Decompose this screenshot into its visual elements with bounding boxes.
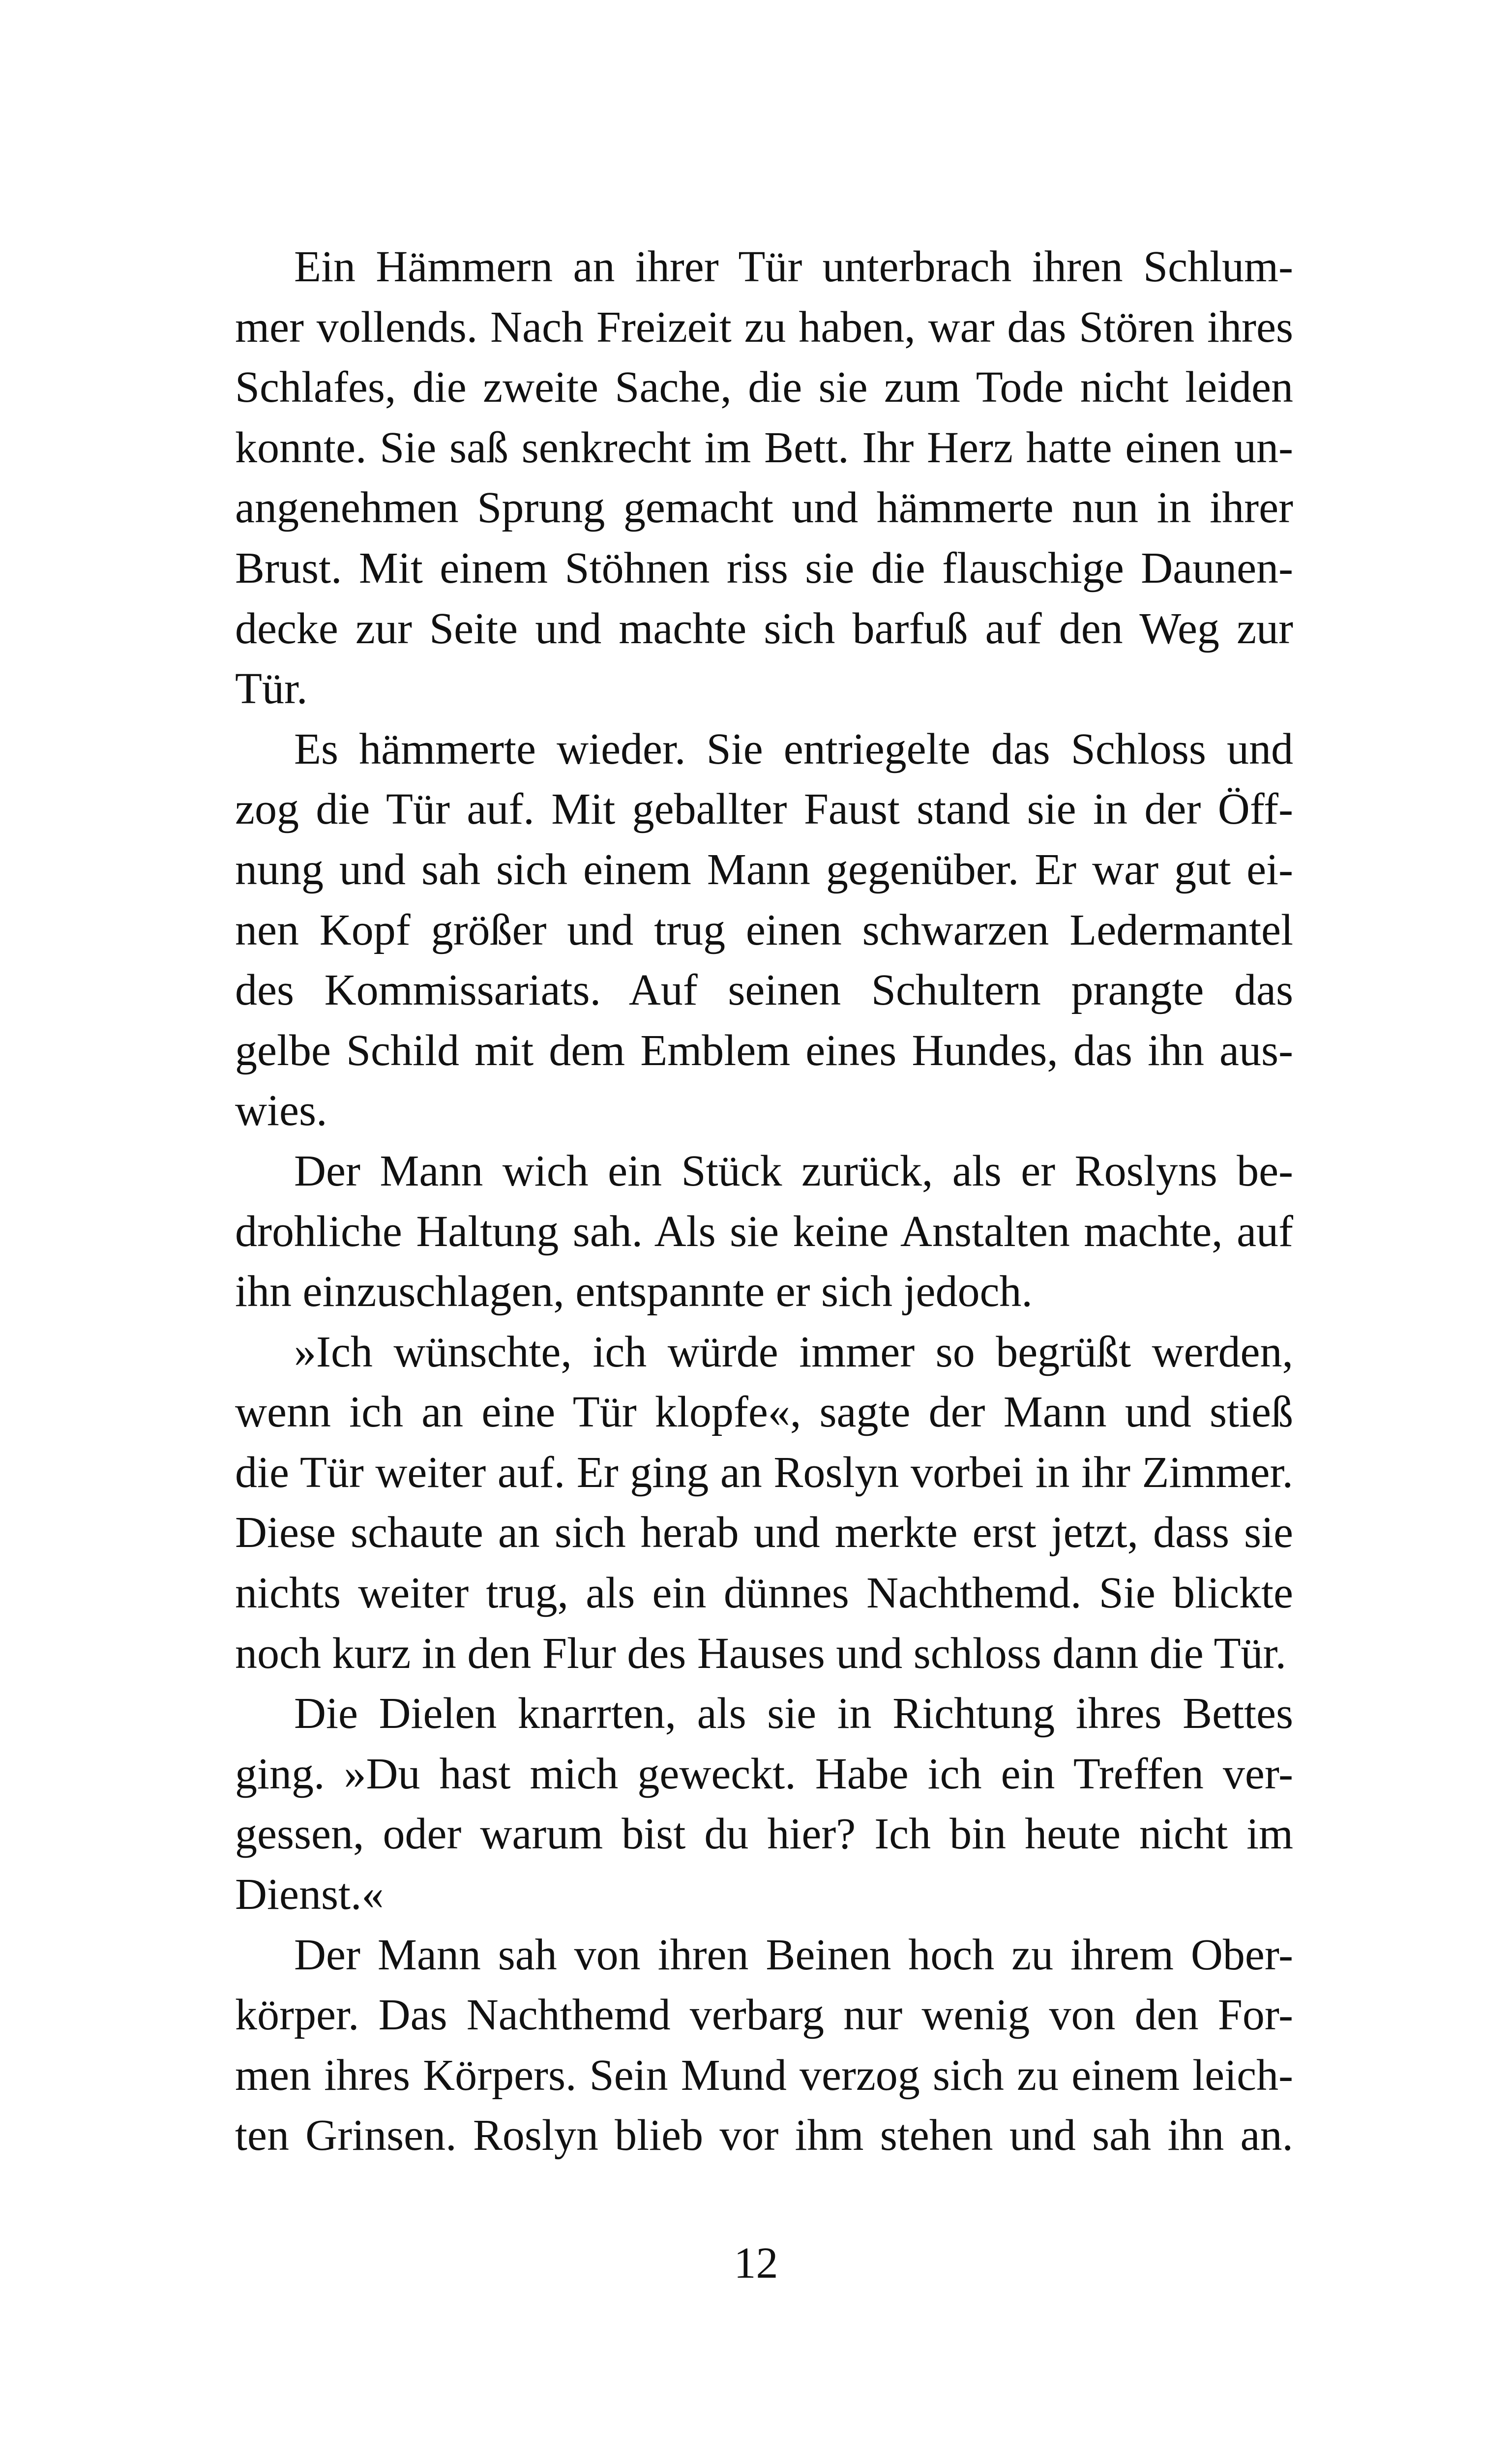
text-line: gelbe Schild mit dem Emblem eines Hundes, das ihn aus- bbox=[235, 1026, 1293, 1075]
text-line: nichts weiter trug, als ein dünnes Nachthemd. Sie blickte bbox=[235, 1569, 1293, 1618]
text-line: Diese schaute an sich herab und merkte erst jetzt, dass sie bbox=[235, 1508, 1293, 1557]
text-line: drohliche Haltung sah. Als sie keine Anstalten machte, auf bbox=[235, 1207, 1293, 1256]
text-line: Schlafes, die zweite Sache, die sie zum Tode nicht leiden bbox=[235, 363, 1293, 412]
text-line: gessen, oder warum bist du hier? Ich bin heute nicht im bbox=[235, 1810, 1293, 1859]
text-line: des Kommissariats. Auf seinen Schultern prangte das bbox=[235, 966, 1293, 1015]
text-line: Tür. bbox=[235, 664, 308, 714]
text-line: Ein Hämmern an ihrer Tür unterbrach ihren Schlum- bbox=[294, 242, 1293, 291]
text-line: konnte. Sie saß senkrecht im Bett. Ihr Herz hatte einen un- bbox=[235, 423, 1293, 472]
text-line: Brust. Mit einem Stöhnen riss sie die flauschige Daunen- bbox=[235, 543, 1293, 593]
text-line: Die Dielen knarrten, als sie in Richtung ihres Bettes bbox=[294, 1689, 1293, 1738]
text-line: ihn einzuschlagen, entspannte er sich jedoch. bbox=[235, 1267, 1033, 1316]
text-line: nen Kopf größer und trug einen schwarzen Ledermantel bbox=[235, 905, 1293, 954]
text-line: decke zur Seite und machte sich barfuß auf den Weg zur bbox=[235, 604, 1293, 653]
text-line: Der Mann sah von ihren Beinen hoch zu ihrem Ober- bbox=[294, 1930, 1293, 1979]
text-line: angenehmen Sprung gemacht und hämmerte nun in ihrer bbox=[235, 483, 1293, 533]
text-line: Es hämmerte wieder. Sie entriegelte das Schloss und bbox=[294, 724, 1293, 773]
text-line: noch kurz in den Flur des Hauses und schloss dann die Tür. bbox=[235, 1629, 1287, 1678]
text-line: Der Mann wich ein Stück zurück, als er Roslyns be- bbox=[294, 1146, 1293, 1195]
text-line: mer vollends. Nach Freizeit zu haben, war das Stören ihres bbox=[235, 302, 1293, 352]
text-line: ging. »Du hast mich geweckt. Habe ich ein Treffen ver- bbox=[235, 1749, 1293, 1798]
body-text bbox=[235, 237, 1293, 2166]
text-line: zog die Tür auf. Mit geballter Faust stand sie in der Öff- bbox=[235, 785, 1293, 834]
text-line: körper. Das Nachthemd verbarg nur wenig von den For- bbox=[235, 1991, 1293, 2040]
text-line: die Tür weiter auf. Er ging an Roslyn vorbei in ihr Zimmer. bbox=[235, 1448, 1293, 1497]
text-line: Dienst.« bbox=[235, 1870, 384, 1919]
text-line: ten Grinsen. Roslyn blieb vor ihm stehen und sah ihn an. bbox=[235, 2111, 1293, 2160]
text-line: nung und sah sich einem Mann gegenüber. Er war gut ei- bbox=[235, 845, 1293, 894]
page-number: 12 bbox=[734, 2239, 778, 2288]
text-line: »Ich wünschte, ich würde immer so begrüßt werden, bbox=[294, 1327, 1293, 1376]
text-line: wenn ich an eine Tür klopfe«, sagte der Mann und stieß bbox=[235, 1388, 1293, 1437]
text-line: men ihres Körpers. Sein Mund verzog sich zu einem leich- bbox=[235, 2051, 1293, 2100]
text-line: wies. bbox=[235, 1086, 327, 1135]
